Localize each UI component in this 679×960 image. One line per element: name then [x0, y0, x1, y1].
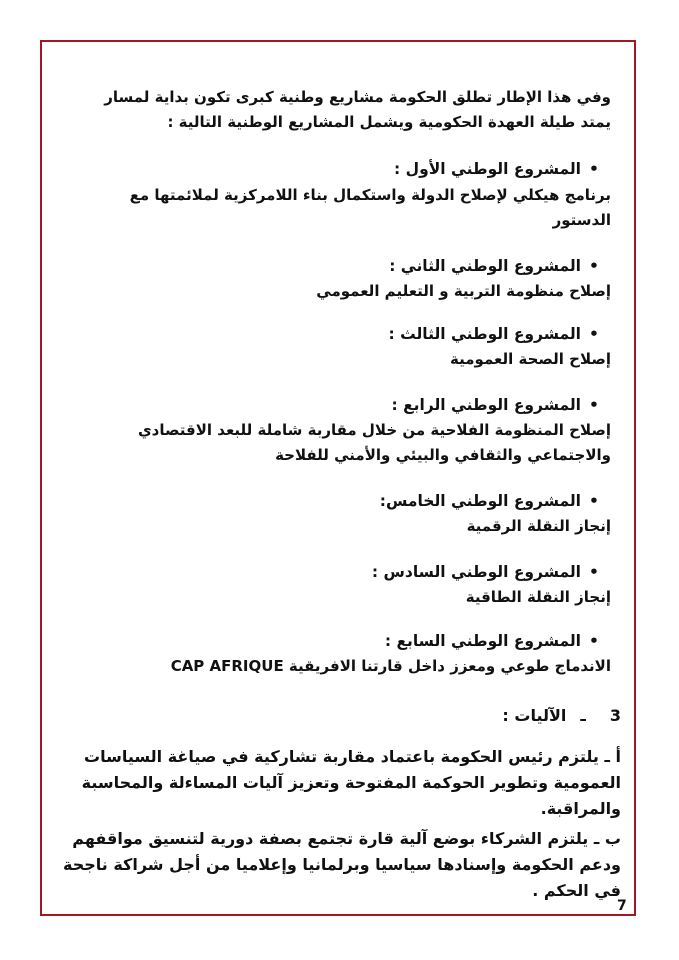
- project-1-line-1: برنامج هيكلي لإصلاح الدولة واستكمال بناء اللامركزية لملائمتها مع: [129, 186, 611, 204]
- section-title: الآليات :: [502, 706, 567, 725]
- project-3-title: • المشروع الوطني الثالث :: [63, 322, 611, 347]
- project-4-title: • المشروع الوطني الرابع :: [63, 393, 611, 418]
- project-5-title: • المشروع الوطني الخامس:: [63, 489, 611, 514]
- project-7-line-1: الاندماج طوعي ومعزز داخل قارتنا الافريقية CAP AFRIQUE: [170, 657, 611, 675]
- section-number: 3: [609, 706, 621, 725]
- project-7-title: • المشروع الوطني السابع :: [63, 629, 611, 654]
- mechanism-b: ب ـ يلتزم الشركاء بوضع آلية قارة تجتمع بصفة دورية لتنسيق مواقفهم ودعم الحكومة وإسنادها سياسيا وبرلمانيا وإعلاميا من أجل شراكة ناجحة في الحكم .: [62, 829, 621, 900]
- project-2-line-1: إصلاح منظومة التربية و التعليم العمومي: [316, 282, 611, 300]
- project-5-line-1: إنجاز النقلة الرقمية: [466, 517, 611, 535]
- project-6-line-1: إنجاز النقلة الطاقية: [465, 588, 611, 606]
- page-number: 7: [617, 898, 627, 914]
- intro-line-2: يمتد طيلة العهدة الحكومية ويشمل المشاريع الوطنية التالية :: [167, 113, 611, 131]
- project-1-line-2: الدستور: [552, 211, 611, 229]
- project-1-title: • المشروع الوطني الأول :: [63, 157, 611, 182]
- project-4-line-1: إصلاح المنظومة الفلاحية من خلال مقاربة شاملة للبعد الاقتصادي: [137, 421, 611, 439]
- project-3-line-1: إصلاح الصحة العمومية: [450, 350, 611, 368]
- mechanism-a: أ ـ يلتزم رئيس الحكومة باعتماد مقاربة تشاركية في صياغة السياسات العمومية وتطوير الحوكمة المفتوحة وتعزيز آليات المساءلة والمحاسبة والمراقبة.: [81, 747, 621, 818]
- section-dash: ـ: [580, 706, 586, 725]
- project-6-title: • المشروع الوطني السادس :: [63, 560, 611, 585]
- project-4-line-2: والاجتماعي والثقافي والبيئي والأمني للفلاحة: [275, 446, 611, 464]
- intro-line-1: وفي هذا الإطار تطلق الحكومة مشاريع وطنية كبرى تكون بداية لمسار: [104, 88, 611, 106]
- section-heading: [502, 704, 621, 728]
- project-2-title: • المشروع الوطني الثاني :: [63, 254, 611, 279]
